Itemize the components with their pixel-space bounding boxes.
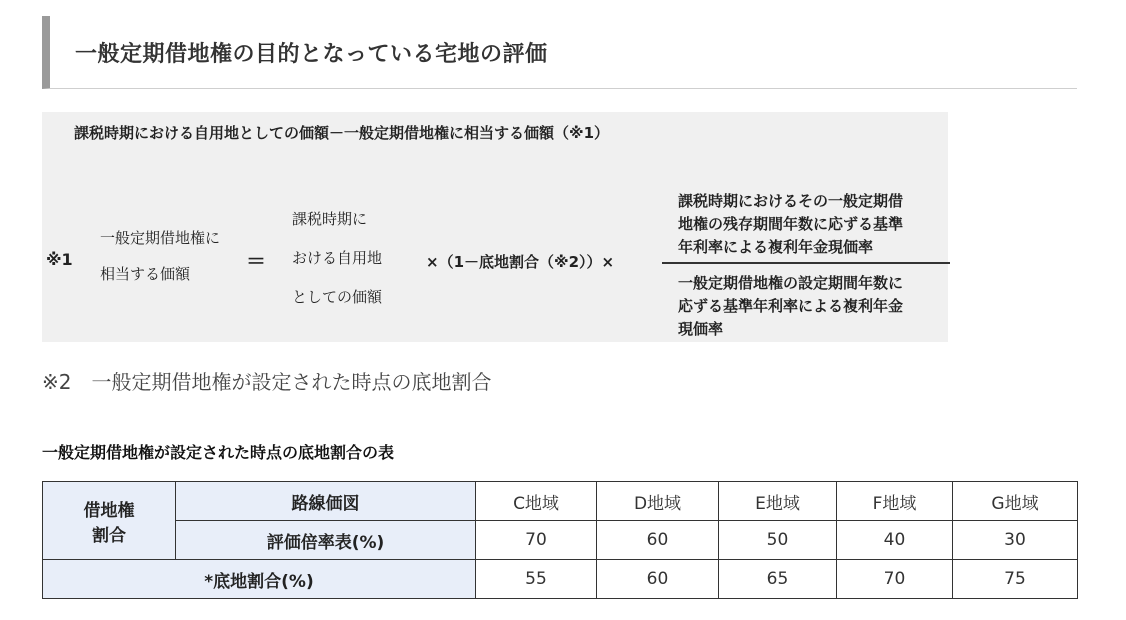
equals-sign: ＝ — [246, 249, 266, 273]
left-term-line2: 相当する価額 — [100, 265, 191, 283]
multiplier-term: ×（1－底地割合（※2））× — [426, 253, 615, 271]
numerator-line1: 課税時期におけるその一般定期借 — [678, 192, 904, 210]
base-ratio-cell: 60 — [597, 560, 719, 599]
value-line2: おける自用地 — [292, 249, 383, 267]
region-cell: G地域 — [953, 482, 1078, 521]
section-heading — [42, 16, 1077, 89]
region-cell: C地域 — [476, 482, 597, 521]
denominator-line1: 一般定期借地権の設定期間年数に — [678, 274, 904, 292]
table-row — [43, 560, 1078, 599]
note1-mark: ※1 — [46, 250, 73, 269]
base-ratio-header: *底地割合(%) — [43, 560, 476, 599]
rate-cell: 70 — [476, 521, 597, 560]
value-line1: 課税時期に — [292, 210, 368, 228]
region-cell: D地域 — [597, 482, 719, 521]
left-term-line1: 一般定期借地権に — [100, 229, 221, 247]
value-line3: としての価額 — [292, 288, 383, 306]
route-price-header: 路線価図 — [176, 482, 476, 521]
rate-cell: 50 — [719, 521, 837, 560]
leasehold-ratio-header — [43, 482, 176, 560]
base-ratio-cell: 55 — [476, 560, 597, 599]
region-cell: E地域 — [719, 482, 837, 521]
main-formula: 課税時期における自用地としての価額－一般定期借地権に相当する価額（※1） — [74, 124, 610, 142]
denominator-line3: 現価率 — [678, 320, 724, 338]
table-row — [43, 482, 1078, 521]
denominator-line2: 応ずる基準年利率による複利年金 — [678, 297, 904, 315]
rate-table-header: 評価倍率表(%) — [176, 521, 476, 560]
base-ratio-cell: 65 — [719, 560, 837, 599]
numerator-line2: 地権の残存期間年数に応ずる基準 — [678, 215, 904, 233]
rate-cell: 40 — [837, 521, 953, 560]
rate-cell: 30 — [953, 521, 1078, 560]
leasehold-ratio-line1: 借地権 — [83, 500, 135, 521]
base-ratio-table — [42, 481, 1078, 599]
region-cell: F地域 — [837, 482, 953, 521]
page-title: 一般定期借地権の目的となっている宅地の評価 — [75, 42, 548, 67]
base-ratio-cell: 70 — [837, 560, 953, 599]
note2-text: ※2 一般定期借地権が設定された時点の底地割合 — [42, 370, 492, 394]
fraction-line — [662, 262, 950, 264]
base-ratio-cell: 75 — [953, 560, 1078, 599]
formula-image — [42, 112, 948, 342]
rate-cell: 60 — [597, 521, 719, 560]
table-title: 一般定期借地権が設定された時点の底地割合の表 — [42, 443, 395, 462]
numerator-line3: 年利率による複利年金現価率 — [678, 238, 874, 256]
table-row — [43, 521, 1078, 560]
leasehold-ratio-line2: 割合 — [92, 525, 126, 546]
